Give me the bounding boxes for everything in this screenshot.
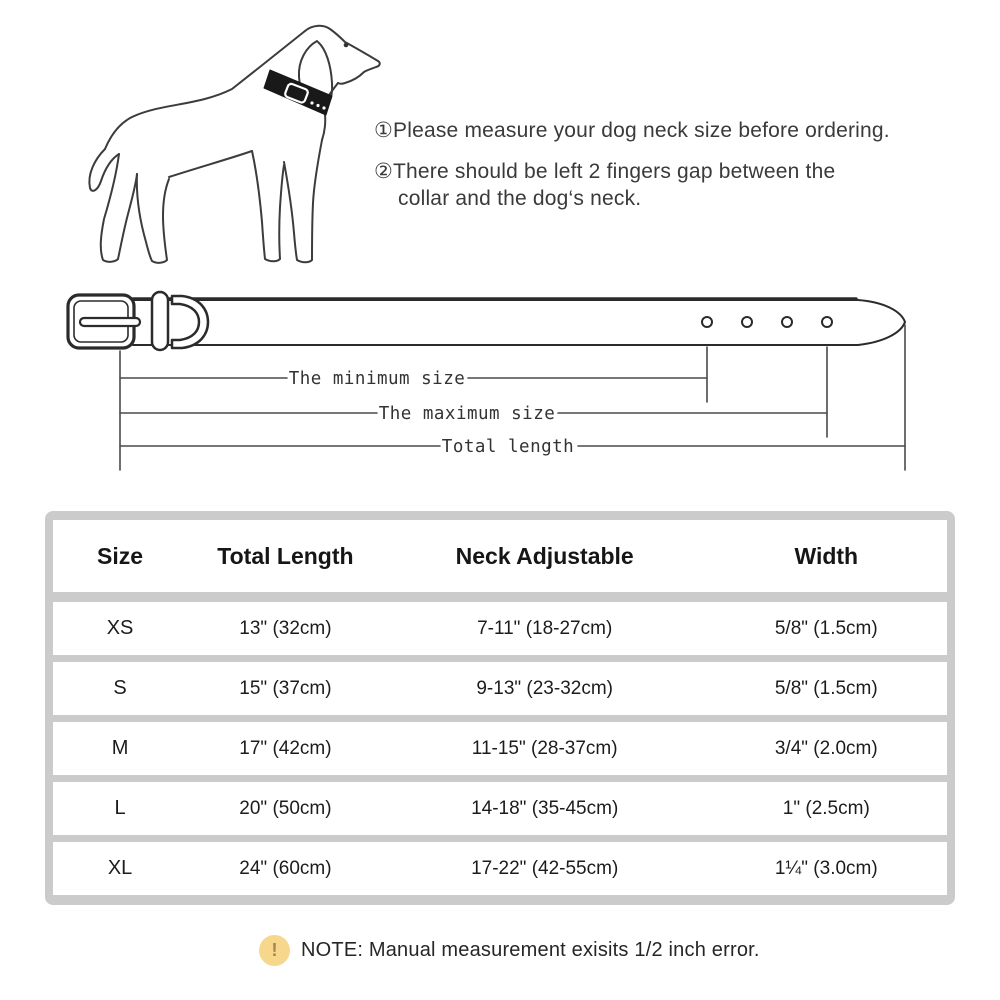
- total-length-label: Total length: [441, 437, 575, 457]
- header-cell-total-length: Total Length: [217, 542, 354, 569]
- collar-hole: [742, 317, 752, 327]
- cell-size: L: [114, 797, 126, 819]
- cell-neck-adjustable: 9-13" (23-32cm): [476, 677, 613, 699]
- cell-total-length: 13" (32cm): [239, 617, 332, 639]
- instruction-1: ①Please measure your dog neck size before ordering.: [374, 119, 890, 142]
- dog-collar-dot: [316, 104, 319, 107]
- collar-measurement-diagram: [0, 285, 1000, 485]
- collar-strap: [133, 300, 905, 345]
- cell-size: M: [111, 737, 129, 759]
- collar-hole: [822, 317, 832, 327]
- note-row: [259, 933, 760, 967]
- table-row-xl: [53, 842, 947, 895]
- dog-eye: [344, 43, 349, 48]
- cell-width: 3/4" (2.0cm): [774, 737, 878, 759]
- cell-total-length: 17" (42cm): [239, 737, 332, 759]
- dog-collar-dot: [310, 101, 313, 104]
- dog-collar-dot: [322, 106, 325, 109]
- cell-width: 1" (2.5cm): [782, 797, 870, 819]
- table-row-l: [53, 782, 947, 835]
- cell-width: 5/8" (1.5cm): [774, 617, 878, 639]
- cell-total-length: 20" (50cm): [239, 797, 332, 819]
- cell-total-length: 15" (37cm): [239, 677, 332, 699]
- size-table: [45, 511, 955, 905]
- maximum-size-label: The maximum size: [378, 404, 556, 424]
- note-text: NOTE: Manual measurement exisits 1/2 inch error.: [301, 938, 760, 961]
- table-row-m: [53, 722, 947, 775]
- cell-width: 5/8" (1.5cm): [774, 677, 878, 699]
- instruction-2: ②There should be left 2 fingers gap between the: [374, 160, 836, 184]
- header-cell-neck-adjustable: Neck Adjustable: [455, 542, 634, 569]
- dog-belly: [169, 151, 252, 177]
- cell-width: 1¼" (3.0cm): [774, 857, 878, 879]
- cell-neck-adjustable: 11-15" (28-37cm): [471, 737, 618, 759]
- cell-neck-adjustable: 14-18" (35-45cm): [471, 797, 619, 819]
- cell-neck-adjustable: 7-11" (18-27cm): [477, 617, 613, 639]
- collar-hole: [782, 317, 792, 327]
- dog-tail: [89, 149, 119, 191]
- collar-hole: [702, 317, 712, 327]
- collar-buckle-pin: [80, 318, 140, 326]
- table-row-s: [53, 662, 947, 715]
- instruction-2-continued: collar and the dog‘s neck.: [398, 186, 642, 210]
- cell-neck-adjustable: 17-22" (42-55cm): [471, 857, 619, 879]
- dog-hind-leg-near: [137, 174, 169, 263]
- dog-head: [305, 26, 380, 84]
- cell-size: XS: [106, 617, 134, 639]
- size-table-header-row: [53, 520, 947, 592]
- dog-front-leg-near: [284, 140, 322, 262]
- header-cell-width: Width: [794, 542, 859, 569]
- cell-size: XL: [107, 857, 133, 879]
- collar-keeper: [152, 292, 168, 350]
- exclamation-icon: !: [259, 935, 290, 966]
- cell-total-length: 24" (60cm): [239, 857, 332, 879]
- dog-front-leg-rear: [252, 151, 284, 261]
- dog-illustration: [80, 8, 400, 280]
- table-row-xs: [53, 602, 947, 655]
- cell-size: S: [113, 677, 127, 699]
- minimum-size-label: The minimum size: [288, 369, 466, 389]
- collar-d-ring: [172, 296, 208, 348]
- measuring-instructions: [374, 118, 974, 212]
- header-cell-size: Size: [97, 542, 144, 569]
